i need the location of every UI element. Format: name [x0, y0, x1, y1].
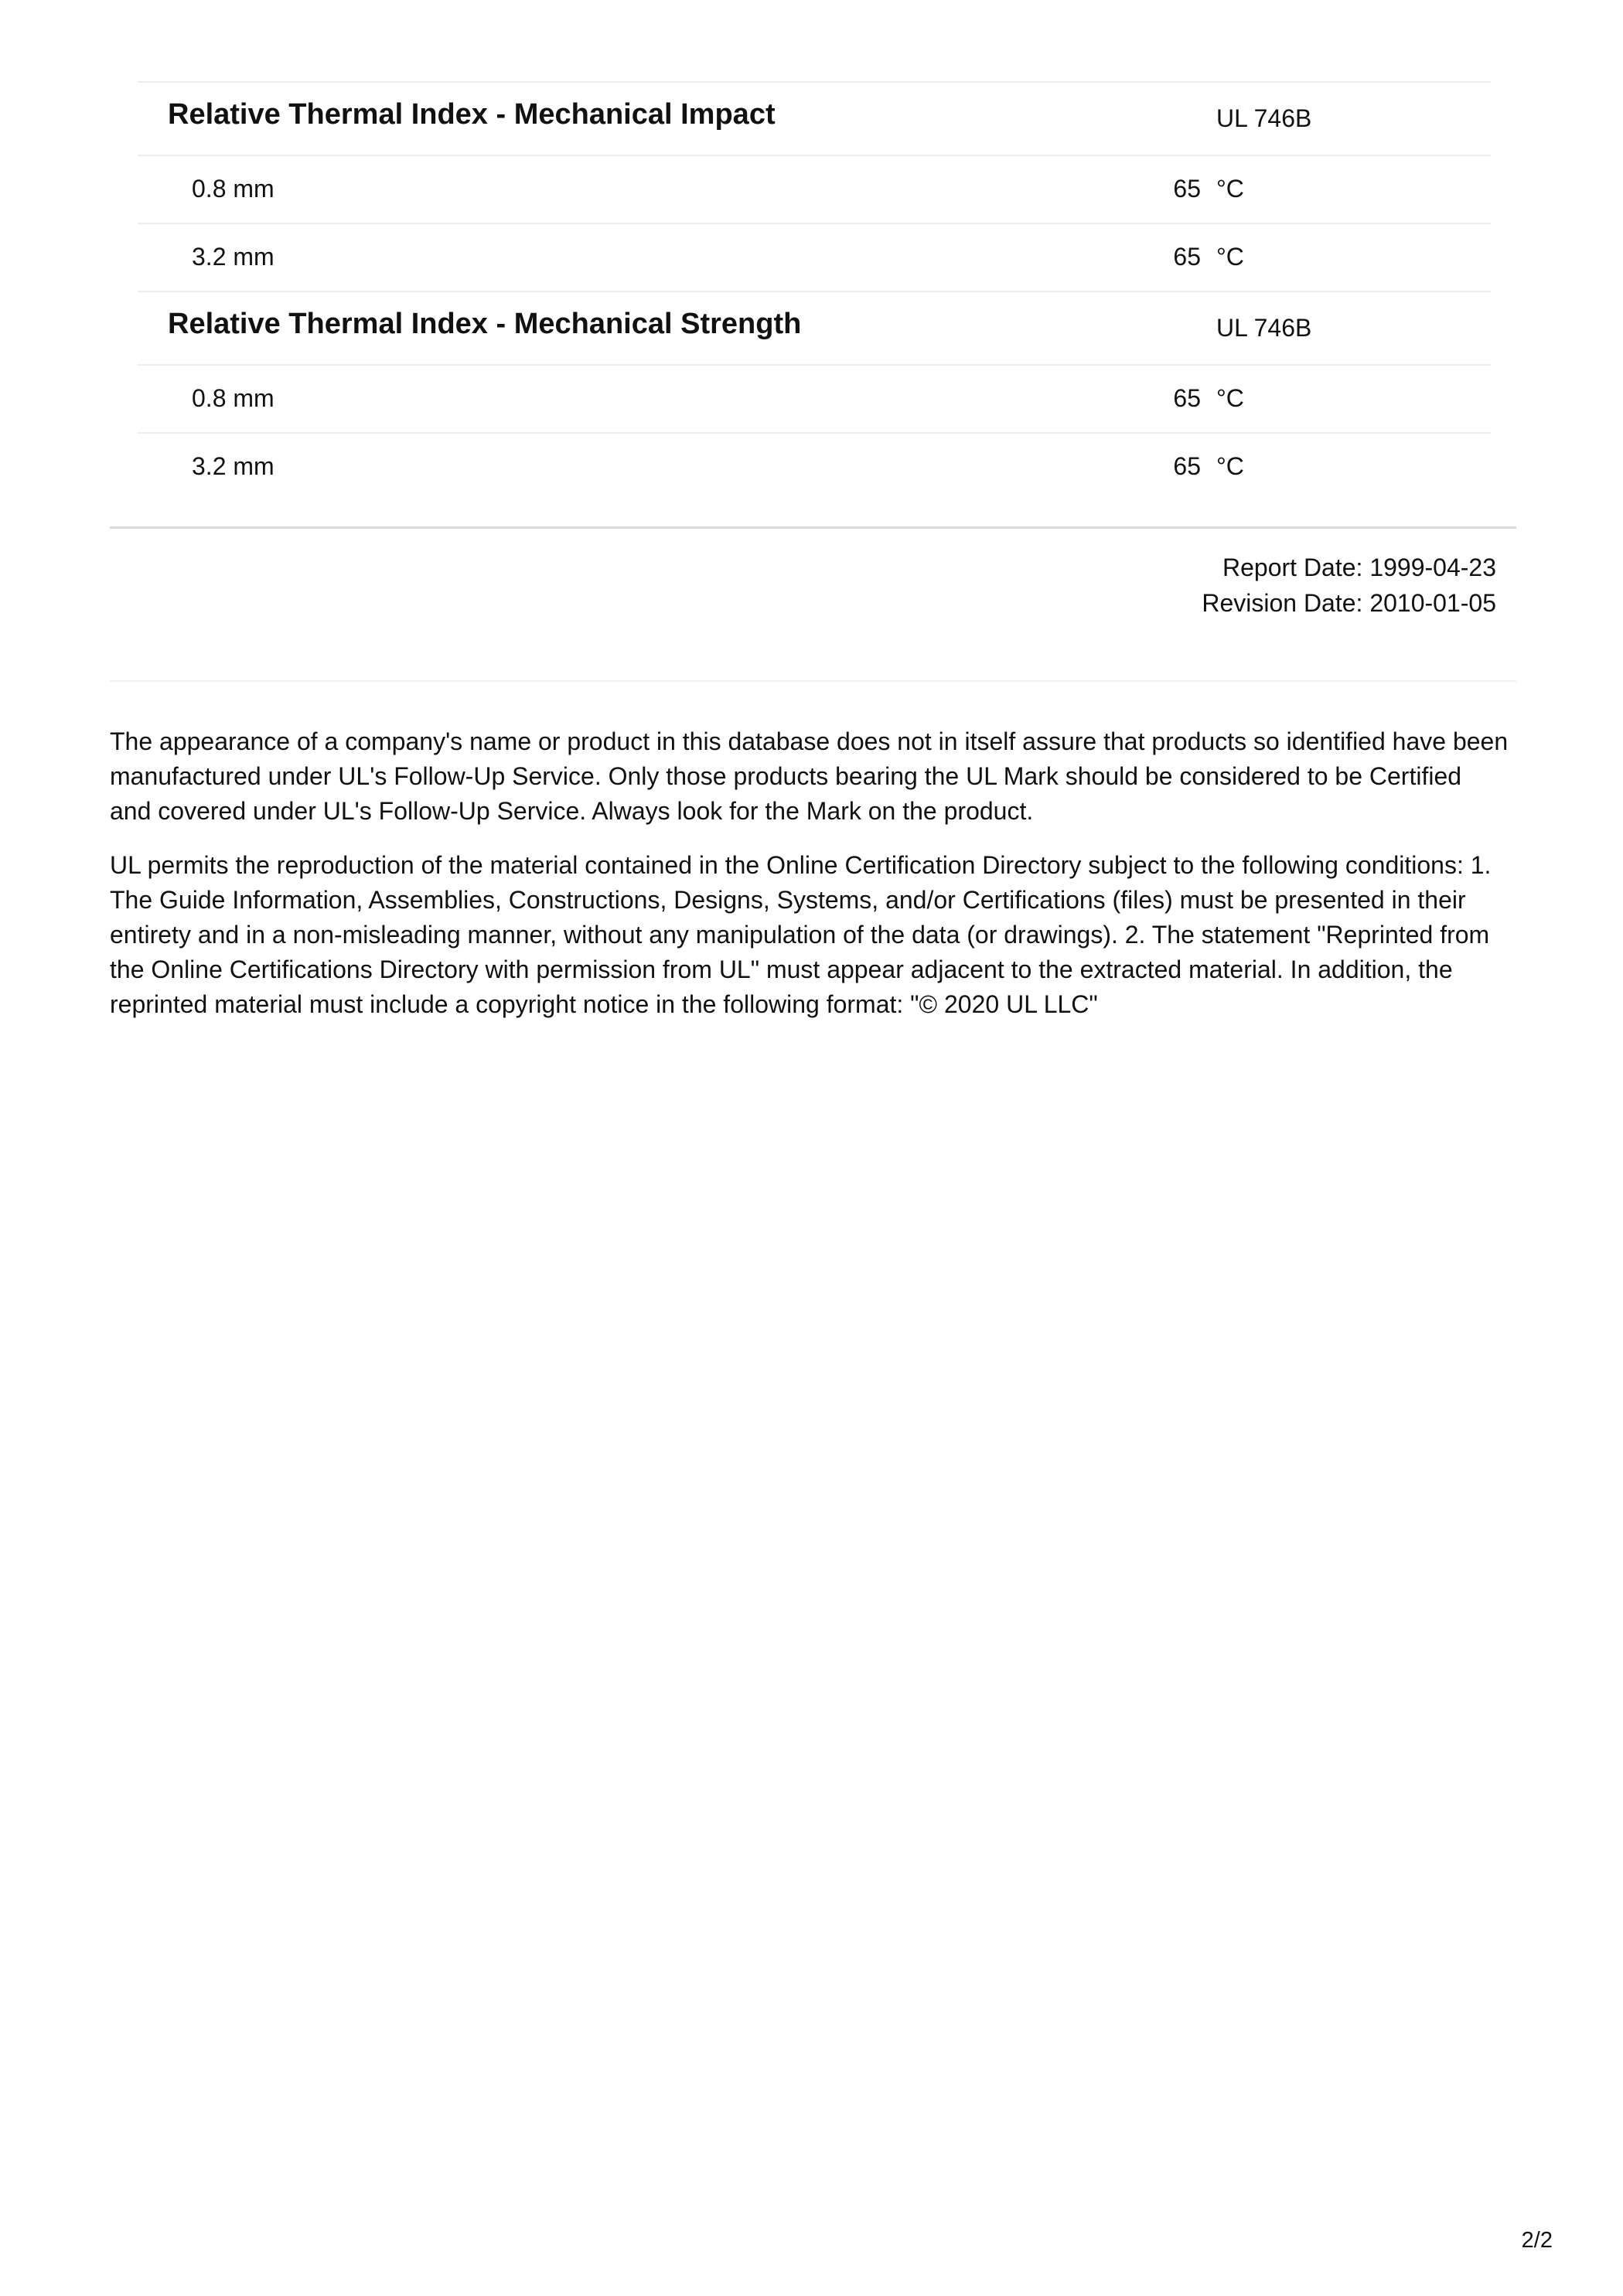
property-table: [138, 81, 1491, 500]
table-row: [138, 223, 1491, 291]
section-header-mechanical-strength: [138, 291, 1491, 364]
unit-label: °C: [1216, 175, 1244, 203]
section-header-mechanical-impact: [138, 81, 1491, 155]
unit-label: °C: [1216, 243, 1244, 271]
page-number: 2/2: [1521, 2228, 1553, 2253]
footer-divider: [110, 680, 1516, 682]
thickness-label: 3.2 mm: [192, 452, 274, 480]
report-dates: [1202, 550, 1496, 621]
rti-value: 65: [1173, 175, 1201, 203]
disclaimer-paragraph-1: The appearance of a company's name or product in this database does not in itself assure that products so identified have been manufactured under UL's Follow-Up Service. Only those products bearing the UL Mark should be considered to be Certified and covered under UL's Follow-Up Service. Always look for the Mark on the product.: [110, 727, 1509, 825]
thickness-label: 0.8 mm: [192, 384, 274, 412]
test-standard: UL 746B: [1216, 314, 1312, 342]
section-title: Relative Thermal Index - Mechanical Strength: [168, 308, 802, 340]
unit-label: °C: [1216, 452, 1244, 480]
rti-value: 65: [1173, 243, 1201, 271]
table-row: [138, 364, 1491, 432]
section-divider: [110, 526, 1516, 529]
rti-value: 65: [1173, 384, 1201, 412]
revision-date: Revision Date: 2010-01-05: [1202, 589, 1496, 617]
test-standard: UL 746B: [1216, 104, 1312, 132]
unit-label: °C: [1216, 384, 1244, 412]
thickness-label: 0.8 mm: [192, 175, 274, 203]
thickness-label: 3.2 mm: [192, 243, 274, 271]
table-row: [138, 432, 1491, 500]
disclaimer-paragraph-2: UL permits the reproduction of the material contained in the Online Certification Directory subject to the following conditions: 1. The Guide Information, Assemblies, Constructions, Designs, Systems, and/or Certifications (files) must be presented in their entirety and in a non-misleading manner, without any manipulation of the data (or drawings). 2. The statement "Reprinted from the Online Certifications Directory with permission from UL" must appear adjacent to the extracted material. In addition, the reprinted material must include a copyright notice in the following format: "© 2020 UL LLC": [110, 851, 1492, 1018]
table-row: [138, 155, 1491, 223]
section-title: Relative Thermal Index - Mechanical Impact: [168, 98, 776, 131]
rti-value: 65: [1173, 452, 1201, 480]
report-date: Report Date: 1999-04-23: [1222, 554, 1496, 581]
